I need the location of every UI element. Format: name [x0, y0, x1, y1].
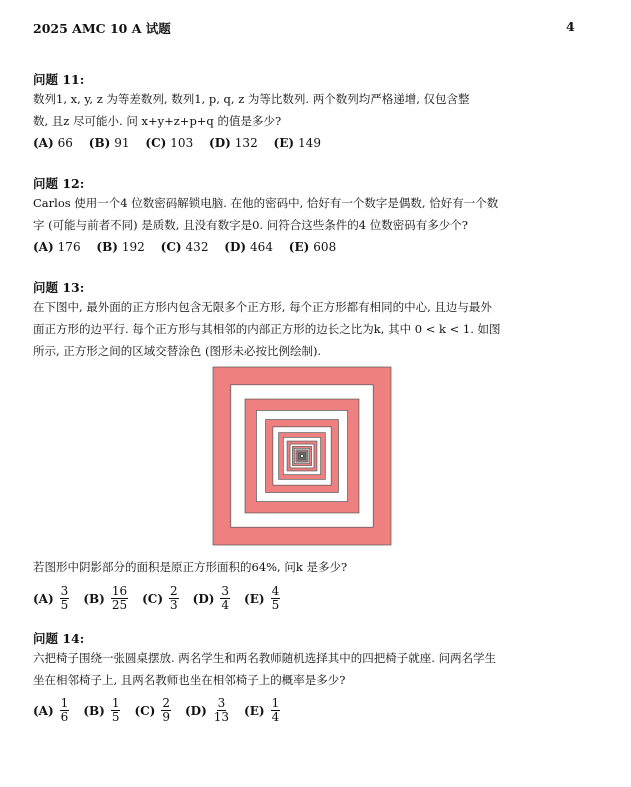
- choice-label: (B): [88, 136, 111, 150]
- choice-label: (A): [33, 240, 54, 254]
- choice-value: 192: [121, 240, 145, 254]
- choice-label: (E): [244, 703, 265, 718]
- q12-choice-b[interactable]: [96, 240, 144, 254]
- q11-title: 问题 11:: [33, 72, 85, 87]
- page-number: 4: [566, 19, 575, 34]
- q11-choice-d[interactable]: [209, 136, 258, 150]
- choice-label: (B): [83, 703, 105, 718]
- q11-line-1: 数列1, x, y, z 为等差数列, 数列1, p, q, z 为等比数列. 两个数列均严格递增, 仅包含整: [33, 92, 470, 106]
- q13-line-3: 所示, 正方形之间的区域交替涂色 (图形未必按比例绘制).: [33, 344, 322, 358]
- choice-label: (C): [134, 703, 156, 718]
- q14-choices: [33, 697, 294, 724]
- q12-line-1: Carlos 使用一个4 位数密码解锁电脑. 在他的密码中, 恰好有一个数字是偶数, 恰好有一个数: [33, 196, 499, 210]
- q13-text: [33, 296, 583, 362]
- q11-text: [33, 88, 583, 132]
- denominator: 4: [221, 598, 230, 612]
- fraction: [220, 585, 230, 612]
- choice-label: (A): [33, 703, 54, 718]
- q14-line-1: 六把椅子围绕一张圆桌摆放. 两名学生和两名教师随机选择其中的四把椅子就座. 问两名学生: [33, 651, 497, 665]
- numerator: 1: [271, 696, 280, 710]
- q12-choice-d[interactable]: [224, 240, 273, 254]
- q13-choice-e[interactable]: [244, 585, 280, 612]
- numerator: 3: [217, 696, 226, 710]
- denominator: 5: [271, 598, 280, 612]
- fraction: [111, 585, 128, 612]
- q14-choice-c[interactable]: [134, 697, 171, 724]
- q14-title: 问题 14:: [33, 631, 85, 646]
- choice-label: (C): [160, 240, 182, 254]
- choice-value: 432: [185, 240, 209, 254]
- q12-choice-e[interactable]: [289, 240, 336, 254]
- denominator: 3: [170, 598, 178, 612]
- q13-question: 若图形中阴影部分的面积是原正方形面积的64%, 问k 是多少?: [33, 560, 348, 574]
- choice-label: (C): [145, 136, 167, 150]
- q11-choice-e[interactable]: [274, 136, 321, 150]
- numerator: 2: [162, 696, 170, 710]
- q14-choice-a[interactable]: [33, 697, 69, 724]
- denominator: 6: [60, 710, 69, 724]
- q11-choice-a[interactable]: [33, 136, 73, 150]
- nested-squares-figure: [212, 366, 392, 546]
- fraction: [60, 697, 70, 724]
- choice-label: (E): [273, 136, 295, 150]
- q13-choice-c[interactable]: [142, 585, 179, 612]
- numerator: 2: [170, 584, 178, 598]
- fraction: [271, 585, 281, 612]
- choice-value: 176: [57, 240, 81, 254]
- q14-line-2: 坐在相邻椅子上, 且两名教师也坐在相邻椅子上的概率是多少?: [33, 673, 346, 687]
- q12-choice-c[interactable]: [161, 240, 209, 254]
- choice-value: 103: [170, 136, 194, 150]
- q13-choice-d[interactable]: [193, 585, 230, 612]
- numerator: 1: [111, 696, 120, 710]
- q11-choice-b[interactable]: [89, 136, 130, 150]
- numerator: 3: [221, 584, 230, 598]
- numerator: 16: [111, 584, 128, 598]
- choice-label: (E): [288, 240, 310, 254]
- q11-line-2: 数, 且z 尽可能小. 问 x+y+z+p+q 的值是多少?: [33, 114, 282, 128]
- choice-label: (D): [185, 703, 207, 718]
- denominator: 25: [111, 598, 128, 612]
- fraction: [60, 585, 70, 612]
- choice-value: 149: [298, 136, 321, 150]
- choice-label: (A): [33, 591, 54, 606]
- white-square: [301, 455, 304, 458]
- choice-value: 91: [114, 136, 130, 150]
- denominator: 4: [271, 710, 280, 724]
- q14-choice-d[interactable]: [185, 697, 230, 724]
- q12-title: 问题 12:: [33, 176, 85, 191]
- fraction: [111, 697, 121, 724]
- numerator: 3: [60, 584, 69, 598]
- q14-text: [33, 647, 583, 691]
- choice-label: (C): [142, 591, 163, 606]
- denominator: 5: [111, 710, 120, 724]
- choice-label: (A): [33, 136, 54, 150]
- q13-choices: [33, 585, 294, 612]
- page-header-title: 2025 AMC 10 A 试题: [33, 21, 171, 36]
- choice-label: (B): [96, 240, 118, 254]
- q13-line-1: 在下图中, 最外面的正方形内包含无限多个正方形, 每个正方形都有相同的中心, 且边与最外: [33, 300, 492, 314]
- choice-label: (E): [244, 591, 265, 606]
- denominator: 9: [162, 710, 170, 724]
- q13-title: 问题 13:: [33, 280, 85, 295]
- choice-label: (D): [192, 591, 215, 606]
- denominator: 13: [213, 710, 230, 724]
- q12-line-2: 字 (可能与前者不同) 是质数, 且没有数字是0. 问符合这些条件的4 位数密码有多少个?: [33, 218, 468, 232]
- fraction: [169, 585, 179, 612]
- q14-choice-e[interactable]: [244, 697, 280, 724]
- fraction: [213, 697, 230, 724]
- denominator: 5: [60, 598, 69, 612]
- q14-choice-b[interactable]: [83, 697, 120, 724]
- q12-text: [33, 192, 583, 236]
- numerator: 4: [271, 584, 280, 598]
- q13-choice-b[interactable]: [83, 585, 128, 612]
- choice-value: 66: [57, 136, 73, 150]
- choice-value: 464: [250, 240, 273, 254]
- q11-choice-c[interactable]: [145, 136, 193, 150]
- q12-choices: [33, 240, 348, 254]
- q13-choice-a[interactable]: [33, 585, 69, 612]
- choice-label: (D): [224, 240, 247, 254]
- numerator: 1: [60, 696, 69, 710]
- q13-line-2: 面正方形的边平行. 每个正方形与其相邻的内部正方形的边长之比为k, 其中 0 < k < 1. 如图: [33, 322, 501, 336]
- q12-choice-a[interactable]: [33, 240, 81, 254]
- fraction: [271, 697, 281, 724]
- choice-value: 132: [234, 136, 258, 150]
- q11-choices: [33, 136, 333, 150]
- choice-label: (D): [209, 136, 231, 150]
- choice-label: (B): [83, 591, 105, 606]
- choice-value: 608: [313, 240, 337, 254]
- fraction: [161, 697, 171, 724]
